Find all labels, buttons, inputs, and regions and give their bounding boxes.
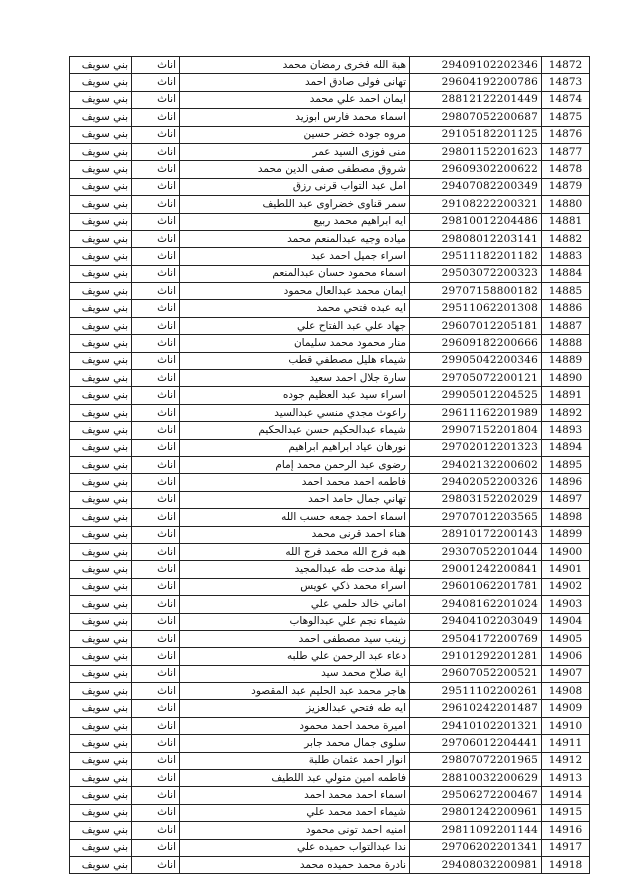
- table-row: [70, 57, 590, 74]
- national-id-cell: 29607012205181: [410, 317, 542, 334]
- governorate-cell: بني سويف: [70, 265, 132, 282]
- national-id-cell: 29807072201965: [410, 752, 542, 769]
- full-name-cell: هبة الله فخرى رمضان محمد: [180, 57, 410, 74]
- gender-cell: اناث: [132, 74, 180, 91]
- governorate-cell: بني سويف: [70, 456, 132, 473]
- governorate-cell: بني سويف: [70, 126, 132, 143]
- full-name-cell: تهانى فولى صادق احمد: [180, 74, 410, 91]
- table-row: [70, 283, 590, 300]
- governorate-cell: بني سويف: [70, 717, 132, 734]
- gender-cell: اناث: [132, 335, 180, 352]
- governorate-cell: بني سويف: [70, 283, 132, 300]
- serial-number-cell: 14912: [542, 752, 590, 769]
- full-name-cell: اسراء سيد عبد العظيم جوده: [180, 387, 410, 404]
- table-row: [70, 422, 590, 439]
- national-id-cell: 29808012203141: [410, 230, 542, 247]
- gender-cell: اناث: [132, 404, 180, 421]
- table-row: [70, 648, 590, 665]
- national-id-cell: 28810032200629: [410, 770, 542, 787]
- gender-cell: اناث: [132, 439, 180, 456]
- national-id-cell: 29511062201308: [410, 300, 542, 317]
- serial-number-cell: 14905: [542, 630, 590, 647]
- national-id-cell: 29609302200622: [410, 161, 542, 178]
- national-id-cell: 29511102200261: [410, 683, 542, 700]
- full-name-cell: منار محمود محمد سليمان: [180, 335, 410, 352]
- gender-cell: اناث: [132, 265, 180, 282]
- serial-number-cell: 14911: [542, 735, 590, 752]
- national-id-cell: 29503072200323: [410, 265, 542, 282]
- table-row: [70, 561, 590, 578]
- serial-number-cell: 14904: [542, 613, 590, 630]
- governorate-cell: بني سويف: [70, 57, 132, 74]
- full-name-cell: اماني خالد حلمي علي: [180, 596, 410, 613]
- full-name-cell: نورهان عياد ابراهيم ابراهيم: [180, 439, 410, 456]
- governorate-cell: بني سويف: [70, 839, 132, 856]
- full-name-cell: دعاء عبد الرحمن علي طلبه: [180, 648, 410, 665]
- table-row: [70, 317, 590, 334]
- full-name-cell: اسراء محمد ذكي عويس: [180, 578, 410, 595]
- records-table-body: [70, 57, 590, 874]
- full-name-cell: سمر قناوى خضراوى عبد اللطيف: [180, 196, 410, 213]
- records-table: [69, 56, 590, 874]
- table-row: [70, 752, 590, 769]
- table-row: [70, 404, 590, 421]
- gender-cell: اناث: [132, 717, 180, 734]
- table-row: [70, 161, 590, 178]
- serial-number-cell: 14909: [542, 700, 590, 717]
- full-name-cell: ايمان احمد علي محمد: [180, 91, 410, 108]
- serial-number-cell: 14900: [542, 543, 590, 560]
- national-id-cell: 29408162201024: [410, 596, 542, 613]
- serial-number-cell: 14910: [542, 717, 590, 734]
- table-row: [70, 178, 590, 195]
- serial-number-cell: 14887: [542, 317, 590, 334]
- national-id-cell: 29402052200326: [410, 474, 542, 491]
- full-name-cell: شيماء نجم علي عبدالوهاب: [180, 613, 410, 630]
- governorate-cell: بني سويف: [70, 213, 132, 230]
- table-row: [70, 265, 590, 282]
- table-row: [70, 248, 590, 265]
- national-id-cell: 29404102203049: [410, 613, 542, 630]
- serial-number-cell: 14906: [542, 648, 590, 665]
- governorate-cell: بني سويف: [70, 91, 132, 108]
- governorate-cell: بني سويف: [70, 196, 132, 213]
- table-row: [70, 143, 590, 160]
- full-name-cell: انوار احمد عثمان طلبة: [180, 752, 410, 769]
- gender-cell: اناث: [132, 683, 180, 700]
- governorate-cell: بني سويف: [70, 596, 132, 613]
- governorate-cell: بني سويف: [70, 787, 132, 804]
- national-id-cell: 29407082200349: [410, 178, 542, 195]
- serial-number-cell: 14898: [542, 509, 590, 526]
- gender-cell: اناث: [132, 300, 180, 317]
- table-row: [70, 91, 590, 108]
- gender-cell: اناث: [132, 856, 180, 873]
- table-row: [70, 683, 590, 700]
- full-name-cell: اسماء احمد محمد احمد: [180, 787, 410, 804]
- gender-cell: اناث: [132, 352, 180, 369]
- governorate-cell: بني سويف: [70, 735, 132, 752]
- governorate-cell: بني سويف: [70, 335, 132, 352]
- national-id-cell: 29702012201323: [410, 439, 542, 456]
- serial-number-cell: 14881: [542, 213, 590, 230]
- national-id-cell: 29807052200687: [410, 109, 542, 126]
- full-name-cell: اسماء محمود حسان عبدالمنعم: [180, 265, 410, 282]
- table-row: [70, 700, 590, 717]
- gender-cell: اناث: [132, 822, 180, 839]
- governorate-cell: بني سويف: [70, 404, 132, 421]
- gender-cell: اناث: [132, 752, 180, 769]
- table-row: [70, 630, 590, 647]
- national-id-cell: 29408032200981: [410, 856, 542, 873]
- national-id-cell: 29707158800182: [410, 283, 542, 300]
- national-id-cell: 29705072200121: [410, 370, 542, 387]
- governorate-cell: بني سويف: [70, 543, 132, 560]
- gender-cell: اناث: [132, 700, 180, 717]
- governorate-cell: بني سويف: [70, 683, 132, 700]
- governorate-cell: بني سويف: [70, 804, 132, 821]
- gender-cell: اناث: [132, 456, 180, 473]
- table-row: [70, 109, 590, 126]
- governorate-cell: بني سويف: [70, 856, 132, 873]
- full-name-cell: امل عبد التواب قرنى رزق: [180, 178, 410, 195]
- table-row: [70, 456, 590, 473]
- governorate-cell: بني سويف: [70, 700, 132, 717]
- governorate-cell: بني سويف: [70, 822, 132, 839]
- governorate-cell: بني سويف: [70, 613, 132, 630]
- table-row: [70, 735, 590, 752]
- gender-cell: اناث: [132, 143, 180, 160]
- full-name-cell: مروه جوده خضر حسين: [180, 126, 410, 143]
- full-name-cell: منى فوزى السيد عمر: [180, 143, 410, 160]
- serial-number-cell: 14915: [542, 804, 590, 821]
- serial-number-cell: 14872: [542, 57, 590, 74]
- serial-number-cell: 14907: [542, 665, 590, 682]
- full-name-cell: جهاد علي عبد الفتاح علي: [180, 317, 410, 334]
- governorate-cell: بني سويف: [70, 491, 132, 508]
- serial-number-cell: 14882: [542, 230, 590, 247]
- full-name-cell: زينب سيد مصطفى احمد: [180, 630, 410, 647]
- full-name-cell: هبه فرج الله محمد فرج الله: [180, 543, 410, 560]
- gender-cell: اناث: [132, 91, 180, 108]
- serial-number-cell: 14892: [542, 404, 590, 421]
- national-id-cell: 29706202201341: [410, 839, 542, 856]
- governorate-cell: بني سويف: [70, 387, 132, 404]
- governorate-cell: بني سويف: [70, 770, 132, 787]
- full-name-cell: اية صلاح محمد سيد: [180, 665, 410, 682]
- full-name-cell: ايه ابراهيم محمد ربيع: [180, 213, 410, 230]
- national-id-cell: 29801152201623: [410, 143, 542, 160]
- gender-cell: اناث: [132, 161, 180, 178]
- governorate-cell: بني سويف: [70, 317, 132, 334]
- table-row: [70, 804, 590, 821]
- serial-number-cell: 14873: [542, 74, 590, 91]
- serial-number-cell: 14901: [542, 561, 590, 578]
- gender-cell: اناث: [132, 126, 180, 143]
- gender-cell: اناث: [132, 630, 180, 647]
- table-row: [70, 439, 590, 456]
- governorate-cell: بني سويف: [70, 352, 132, 369]
- gender-cell: اناث: [132, 387, 180, 404]
- table-row: [70, 230, 590, 247]
- national-id-cell: 29511182201182: [410, 248, 542, 265]
- serial-number-cell: 14918: [542, 856, 590, 873]
- table-row: [70, 856, 590, 873]
- governorate-cell: بني سويف: [70, 370, 132, 387]
- gender-cell: اناث: [132, 804, 180, 821]
- serial-number-cell: 14916: [542, 822, 590, 839]
- gender-cell: اناث: [132, 178, 180, 195]
- full-name-cell: اسماء محمد فارس ابوزيد: [180, 109, 410, 126]
- national-id-cell: 29611162201989: [410, 404, 542, 421]
- table-row: [70, 370, 590, 387]
- serial-number-cell: 14903: [542, 596, 590, 613]
- full-name-cell: رضوى عبد الرحمن محمد إمام: [180, 456, 410, 473]
- governorate-cell: بني سويف: [70, 630, 132, 647]
- table-row: [70, 509, 590, 526]
- gender-cell: اناث: [132, 370, 180, 387]
- governorate-cell: بني سويف: [70, 143, 132, 160]
- full-name-cell: اسراء جميل احمد عبد: [180, 248, 410, 265]
- table-row: [70, 300, 590, 317]
- national-id-cell: 29101292201281: [410, 648, 542, 665]
- serial-number-cell: 14913: [542, 770, 590, 787]
- gender-cell: اناث: [132, 213, 180, 230]
- national-id-cell: 29601062201781: [410, 578, 542, 595]
- governorate-cell: بني سويف: [70, 178, 132, 195]
- serial-number-cell: 14883: [542, 248, 590, 265]
- governorate-cell: بني سويف: [70, 648, 132, 665]
- national-id-cell: 29410102201321: [410, 717, 542, 734]
- full-name-cell: اسماء احمد جمعه حسب الله: [180, 509, 410, 526]
- serial-number-cell: 14914: [542, 787, 590, 804]
- governorate-cell: بني سويف: [70, 248, 132, 265]
- table-row: [70, 126, 590, 143]
- full-name-cell: ايه عبده فتحي محمد: [180, 300, 410, 317]
- full-name-cell: ندا عبدالتواب حميده علي: [180, 839, 410, 856]
- table-row: [70, 491, 590, 508]
- full-name-cell: تهاني جمال حامد احمد: [180, 491, 410, 508]
- governorate-cell: بني سويف: [70, 161, 132, 178]
- serial-number-cell: 14879: [542, 178, 590, 195]
- serial-number-cell: 14886: [542, 300, 590, 317]
- serial-number-cell: 14880: [542, 196, 590, 213]
- governorate-cell: بني سويف: [70, 300, 132, 317]
- full-name-cell: هاجر محمد عبد الحليم عبد المقصود: [180, 683, 410, 700]
- gender-cell: اناث: [132, 648, 180, 665]
- full-name-cell: سارة جلال احمد سعيد: [180, 370, 410, 387]
- national-id-cell: 28910172200143: [410, 526, 542, 543]
- serial-number-cell: 14908: [542, 683, 590, 700]
- serial-number-cell: 14896: [542, 474, 590, 491]
- table-row: [70, 196, 590, 213]
- gender-cell: اناث: [132, 248, 180, 265]
- national-id-cell: 29001242200841: [410, 561, 542, 578]
- national-id-cell: 29607052200521: [410, 665, 542, 682]
- gender-cell: اناث: [132, 317, 180, 334]
- gender-cell: اناث: [132, 230, 180, 247]
- serial-number-cell: 14891: [542, 387, 590, 404]
- serial-number-cell: 14894: [542, 439, 590, 456]
- national-id-cell: 29402132200602: [410, 456, 542, 473]
- governorate-cell: بني سويف: [70, 439, 132, 456]
- full-name-cell: فاطمه امين متولي عبد اللطيف: [180, 770, 410, 787]
- national-id-cell: 29810012204486: [410, 213, 542, 230]
- table-row: [70, 74, 590, 91]
- national-id-cell: 29506272200467: [410, 787, 542, 804]
- full-name-cell: نادرة محمد حميده محمد: [180, 856, 410, 873]
- serial-number-cell: 14917: [542, 839, 590, 856]
- table-row: [70, 213, 590, 230]
- table-row: [70, 596, 590, 613]
- national-id-cell: 29504172200769: [410, 630, 542, 647]
- full-name-cell: شيماء هليل مصطفي قطب: [180, 352, 410, 369]
- full-name-cell: امنيه احمد تونى محمود: [180, 822, 410, 839]
- gender-cell: اناث: [132, 770, 180, 787]
- national-id-cell: 29811092201144: [410, 822, 542, 839]
- gender-cell: اناث: [132, 283, 180, 300]
- national-id-cell: 29907152201804: [410, 422, 542, 439]
- full-name-cell: مياده وجيه عبدالمنعم محمد: [180, 230, 410, 247]
- gender-cell: اناث: [132, 787, 180, 804]
- gender-cell: اناث: [132, 109, 180, 126]
- gender-cell: اناث: [132, 543, 180, 560]
- national-id-cell: 29307052201044: [410, 543, 542, 560]
- governorate-cell: بني سويف: [70, 230, 132, 247]
- gender-cell: اناث: [132, 839, 180, 856]
- national-id-cell: 29707012203565: [410, 509, 542, 526]
- governorate-cell: بني سويف: [70, 509, 132, 526]
- gender-cell: اناث: [132, 613, 180, 630]
- governorate-cell: بني سويف: [70, 578, 132, 595]
- table-row: [70, 352, 590, 369]
- table-row: [70, 578, 590, 595]
- full-name-cell: ايه طه فتحي عبدالعزيز: [180, 700, 410, 717]
- serial-number-cell: 14889: [542, 352, 590, 369]
- serial-number-cell: 14899: [542, 526, 590, 543]
- national-id-cell: 29905012204525: [410, 387, 542, 404]
- national-id-cell: 28812122201449: [410, 91, 542, 108]
- gender-cell: اناث: [132, 196, 180, 213]
- table-row: [70, 787, 590, 804]
- governorate-cell: بني سويف: [70, 561, 132, 578]
- full-name-cell: ايمان محمد عبدالعال محمود: [180, 283, 410, 300]
- full-name-cell: فاطمه احمد محمد احمد: [180, 474, 410, 491]
- table-row: [70, 665, 590, 682]
- gender-cell: اناث: [132, 735, 180, 752]
- gender-cell: اناث: [132, 57, 180, 74]
- serial-number-cell: 14893: [542, 422, 590, 439]
- gender-cell: اناث: [132, 422, 180, 439]
- serial-number-cell: 14888: [542, 335, 590, 352]
- serial-number-cell: 14897: [542, 491, 590, 508]
- full-name-cell: شيماء احمد محمد علي: [180, 804, 410, 821]
- governorate-cell: بني سويف: [70, 665, 132, 682]
- serial-number-cell: 14895: [542, 456, 590, 473]
- national-id-cell: 29706012204441: [410, 735, 542, 752]
- national-id-cell: 29803152202029: [410, 491, 542, 508]
- serial-number-cell: 14884: [542, 265, 590, 282]
- governorate-cell: بني سويف: [70, 74, 132, 91]
- governorate-cell: بني سويف: [70, 422, 132, 439]
- serial-number-cell: 14902: [542, 578, 590, 595]
- gender-cell: اناث: [132, 474, 180, 491]
- table-row: [70, 474, 590, 491]
- gender-cell: اناث: [132, 665, 180, 682]
- full-name-cell: هناء احمد قرنى محمد: [180, 526, 410, 543]
- gender-cell: اناث: [132, 491, 180, 508]
- full-name-cell: راعوث مجدي منسي عبدالسيد: [180, 404, 410, 421]
- governorate-cell: بني سويف: [70, 752, 132, 769]
- table-row: [70, 613, 590, 630]
- table-row: [70, 839, 590, 856]
- full-name-cell: نهلة مدحت طه عبدالمجيد: [180, 561, 410, 578]
- national-id-cell: 29610242201487: [410, 700, 542, 717]
- governorate-cell: بني سويف: [70, 526, 132, 543]
- serial-number-cell: 14877: [542, 143, 590, 160]
- full-name-cell: اميرة محمد احمد محمود: [180, 717, 410, 734]
- national-id-cell: 29105182201125: [410, 126, 542, 143]
- gender-cell: اناث: [132, 578, 180, 595]
- serial-number-cell: 14876: [542, 126, 590, 143]
- national-id-cell: 29609182200666: [410, 335, 542, 352]
- gender-cell: اناث: [132, 509, 180, 526]
- full-name-cell: شروق مصطفى صفى الدين محمد: [180, 161, 410, 178]
- national-id-cell: 29409102202346: [410, 57, 542, 74]
- table-row: [70, 543, 590, 560]
- table-row: [70, 335, 590, 352]
- national-id-cell: 29604192200786: [410, 74, 542, 91]
- full-name-cell: سلوى جمال محمد جابر: [180, 735, 410, 752]
- table-row: [70, 387, 590, 404]
- national-id-cell: 29108222200321: [410, 196, 542, 213]
- table-row: [70, 822, 590, 839]
- serial-number-cell: 14875: [542, 109, 590, 126]
- serial-number-cell: 14878: [542, 161, 590, 178]
- serial-number-cell: 14890: [542, 370, 590, 387]
- gender-cell: اناث: [132, 526, 180, 543]
- full-name-cell: شيماء عبدالحكيم حسن عبدالحكيم: [180, 422, 410, 439]
- governorate-cell: بني سويف: [70, 109, 132, 126]
- serial-number-cell: 14874: [542, 91, 590, 108]
- table-row: [70, 526, 590, 543]
- national-id-cell: 29905042200346: [410, 352, 542, 369]
- gender-cell: اناث: [132, 596, 180, 613]
- gender-cell: اناث: [132, 561, 180, 578]
- governorate-cell: بني سويف: [70, 474, 132, 491]
- serial-number-cell: 14885: [542, 283, 590, 300]
- table-row: [70, 717, 590, 734]
- table-row: [70, 770, 590, 787]
- national-id-cell: 29801242200961: [410, 804, 542, 821]
